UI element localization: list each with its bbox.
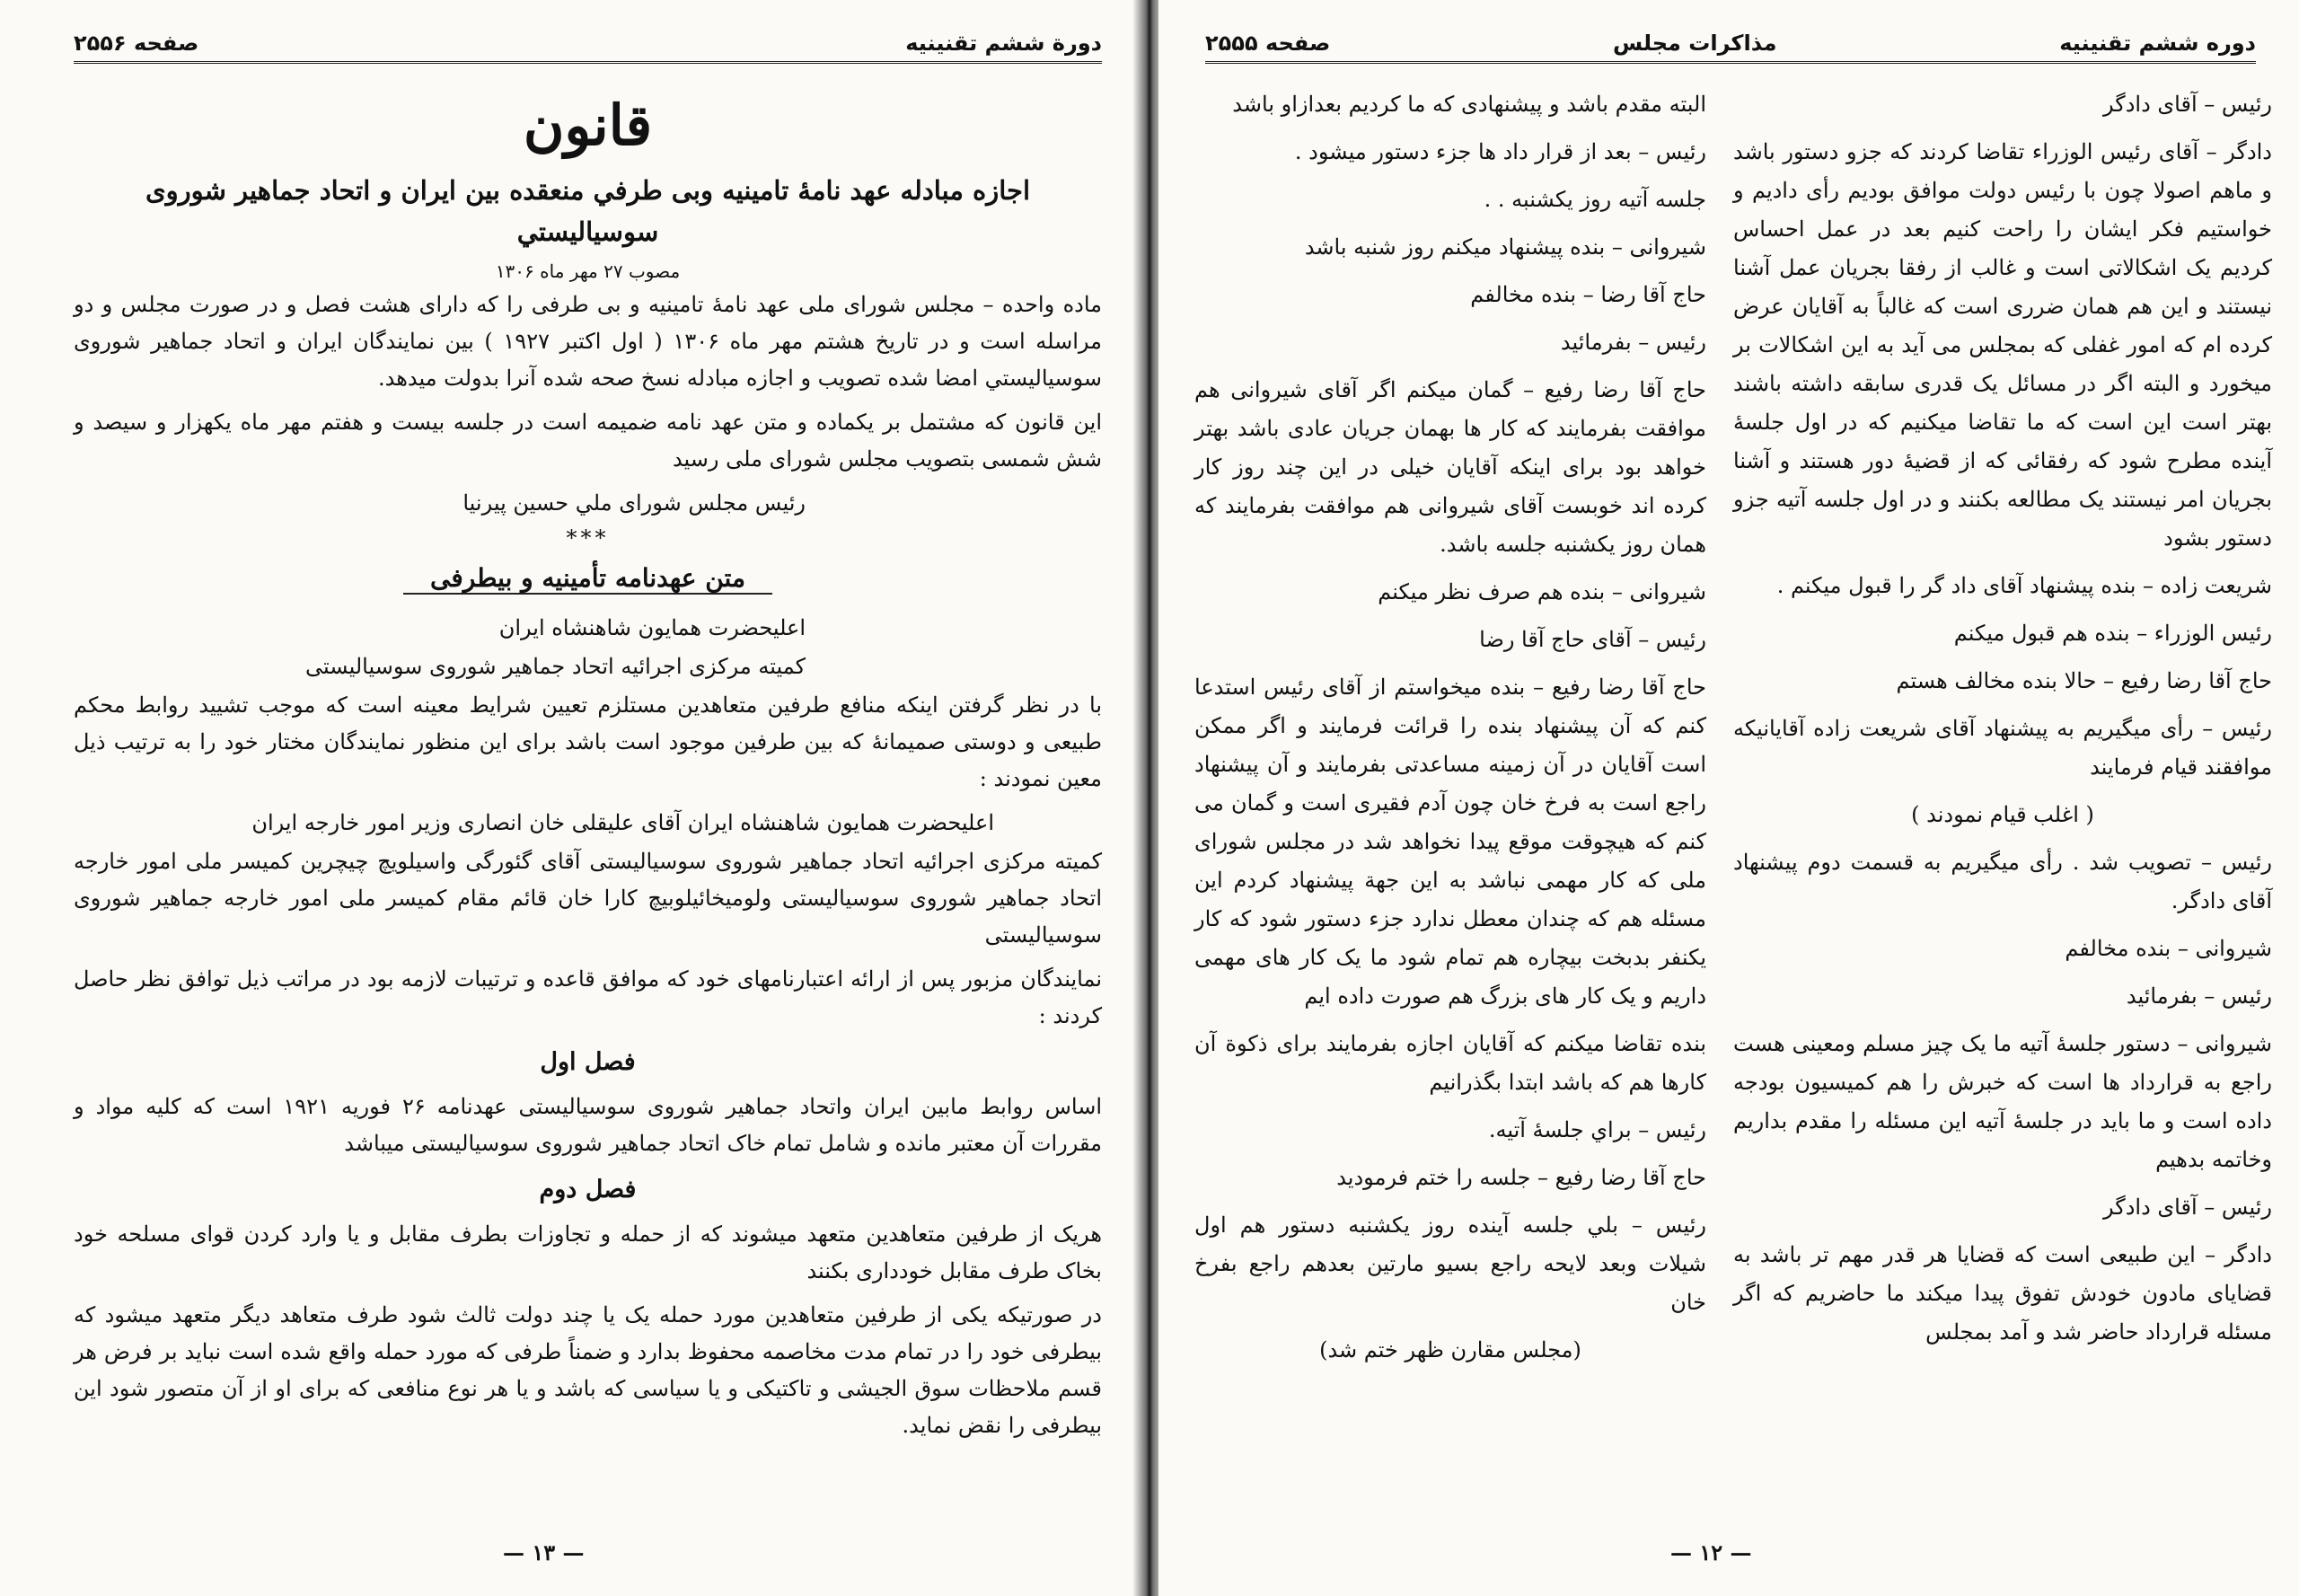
chapter-1-title: فصل اول (540, 1048, 636, 1076)
debate-line: رئیس – براي جلسهٔ آتیه. (1488, 1117, 1706, 1142)
debate-line: رئیس – بلي جلسه آینده روز یکشنبه دستور هم اول شیلات وبعد لایحه راجع بسیو مارتین بعدهم راجع بفرخ خان (1194, 1212, 1706, 1315)
debate-line: رئیس – آقای دادگر (2103, 92, 2272, 117)
law-subtitle: اجازه مبادله عهد نامهٔ تامینیه وبی طرفي منعقده بین ایران و اتحاد جماهیر شوروی سوسیالیستي (145, 175, 1031, 247)
debate-line: جلسه آتیه روز یکشنبه . . (1484, 187, 1706, 212)
debate-line: دادگر – آقای رئیس الوزراء تقاضا کردند که جزو دستور باشد و ماهم اصولا چون با رئیس دولت موافق بودیم رأی دادیم و خواستیم فکر ایشان را راحت کنیم بعد در عمل احساس کردیم یک اشکالاتی است و غالب از رفقا بجریان عمل آشنا نیستند و این هم همان ضرری است که غالباً به آقایان عرض کرده ام که امور غفلی که بمجلس می آید به این اشکالات بر میخورد و البته اگر در مسائل یک قدری سابقه داشته باشند بهتر است این است که ما تقاضا میکنیم که در اول جلسهٔ آینده مطرح شود که رفقائی که از قضیهٔ دور هستند و آشنا بجریان امر نیستند یک مطالعه بکنند و در اول جلسه آتیه جزو دستور بشود (1733, 139, 2272, 551)
debate-line: رئیس الوزراء – بنده هم قبول میکنم (1953, 621, 2272, 646)
debate-line: رئیس – رأی میگیریم به پیشنهاد آقای شریعت زاده آقایانیکه موافقند قیام فرمایند (1733, 716, 2272, 780)
law-signature: رئیس مجلس شورای ملي حسین پیرنیا (462, 490, 806, 516)
law-article: ماده واحده – مجلس شورای ملی عهد نامهٔ تامینیه و بی طرفی را که دارای هشت فصل و در صورت مجلس و دو مراسله است و در تاریخ هشتم مهر ماه ۱۳۰۶ ( اول اکتبر ۱۹۲۷ ) بین نمایندگان ایران و اتحاد جماهیر شوروی سوسیالیستي امضا شده تصویب و اجازه مبادله نسخ صحه شده آنرا بدولت میدهد. (74, 292, 1102, 391)
law-title: قانون (523, 93, 653, 158)
treaty-preamble: با در نظر گرفتن اینکه منافع طرفین متعاهدین مستلزم تعیین شرایط معینه است که موجب تشیید روابط محکم طبیعی و دوستی صمیمانهٔ که بین طرفین موجود است باشد برای این منظور نمایندگان مختار خود را به ترتیب ذیل معین نمودند : (74, 692, 1102, 791)
debate-line: رئیس – بفرمائید (2126, 983, 2272, 1009)
right-page-number: صفحه ۲۵۵۵ (1205, 31, 1331, 56)
law-note: این قانون که مشتمل بر یکماده و متن عهد نامه ضمیمه است در جلسه بیست و هفتم مهر ماه یکهزار و سیصد و شش شمسی بتصویب مجلس شورای ملی رسید (74, 410, 1102, 472)
debate-line: رئیس – آقای دادگر (2103, 1195, 2272, 1220)
law-content (74, 85, 1102, 1451)
left-page-number: صفحه ۲۵۵۶ (74, 31, 199, 56)
left-page-footer-number: — ۱۳ — (503, 1539, 585, 1565)
debate-line: شریعت زاده – بنده پیشنهاد آقای داد گر را قبول میکنم . (1776, 573, 2272, 598)
treaty-title (74, 556, 1102, 601)
right-page-footer-number: — ۱۲ — (1670, 1539, 1752, 1565)
chapter-2-text-b: در صورتیکه یکی از طرفین متعاهدین مورد حمله یک یا چند دولت ثالث شود طرف متعاهد دیگر متعهد میشود که بیطرفی خود را در تمام مدت مخاصمه محفوظ بدارد و ضمناً طرفی که مورد حمله واقع شده است نباید بر فرض هر قسم ملاحظات سوق الجیشی و تاکتیکی و یا سیاسی که باشد و یا هر نوع منافعی که برای او از آن متصور شود این بیطرفی را نقض نماید. (74, 1302, 1102, 1438)
section-separator: *** (566, 525, 610, 551)
debate-line: ( اغلب قیام نمودند ) (1911, 802, 2094, 827)
left-page (0, 0, 1141, 1596)
session-closing-note: (مجلس مقارن ظهر ختم شد) (1319, 1337, 1581, 1362)
debate-line: حاج آقا رضا – بنده مخالفم (1470, 282, 1706, 307)
debate-line: رئیس – آقای حاج آقا رضا (1479, 627, 1706, 652)
treaty-party-1: اعلیحضرت همایون شاهنشاه ایران (498, 615, 806, 640)
left-page-header (74, 25, 1102, 64)
treaty-credentials: نمایندگان مزبور پس از ارائه اعتبارنامهای خود که موافق قاعده و ترتیبات لازمه بود در مراتب ذیل توافق نظر حاصل کردند : (74, 966, 1102, 1028)
chapter-1-text: اساس روابط مابین ایران واتحاد جماهیر شوروی سوسیالیستی عهدنامه ۲۶ فوریه ۱۹۲۱ است که کلیه مواد و مقررات آن معتبر مانده و شامل تمام خاک اتحاد جماهیر شوروی سوسیالیستی میباشد (74, 1094, 1102, 1156)
debate-line: حاج آقا رضا رفیع – گمان میکنم اگر آقای شیروانی هم موافقت بفرمایند که کار ها بهمان جریان عادی باشد بهتر خواهد بود برای اینکه آقایان خیلی در این چند روز کار کرده اند خوبست آقای شیروانی هم موافقت بفرمایند که همان روز یکشنبه جلسه باشد. (1194, 377, 1706, 557)
right-page-running-title: دوره ششم تقنینیه (2059, 31, 2256, 56)
debate-line: رئیس – بفرمائید (1560, 330, 1706, 355)
right-page (1158, 0, 2299, 1596)
debate-line: دادگر – این طبیعی است که قضایا هر قدر مهم تر باشد به قضایای مادون خودش تفوق پیدا میکند ما حاضریم که اگر مسئله قرارداد حاضر شد و آمد بمجلس (1733, 1242, 2272, 1345)
debate-line: شیروانی – بنده مخالفم (2065, 936, 2272, 961)
left-page-running-title: دورة ششم تقنينيه (905, 31, 1102, 56)
treaty-signer-1: اعلیحضرت همایون شاهنشاه ایران آقای علیقلی خان انصاری وزیر امور خارجه ایران (251, 810, 994, 835)
debate-line: شیروانی – بنده هم صرف نظر میکنم (1378, 579, 1706, 604)
debate-column-left (1194, 85, 1706, 1379)
treaty-signer-2: کمیته مرکزی اجرائیه اتحاد جماهیر شوروی سوسیالیستی آقای گئورگی واسیلویچ چیچرین کمیسر ملی امور خارجه اتحاد جماهیر شوروی سوسیالیستی ولومیخائیلوبیچ کارا خان قائم مقام کمیسر ملی امور خارجه جماهیر شوروی سوسیالیستی (74, 849, 1103, 948)
law-approval-date: مصوب ۲۷ مهر ماه ۱۳۰۶ (495, 260, 681, 282)
treaty-title-text: متن عهدنامه تأمینیه و بیطرفی (403, 563, 772, 595)
debate-column-right (1733, 85, 2272, 1361)
chapter-2-title: فصل دوم (539, 1176, 637, 1204)
debate-line: رئیس – بعد از قرار داد ها جزء دستور میشود . (1294, 139, 1706, 164)
debate-line: بنده تقاضا میکنم که آقایان اجازه بفرمایند برای ذکوة آن کارها هم که باشد ابتدا بگذرانیم (1194, 1031, 1706, 1095)
debate-line: البته مقدم باشد و پیشنهادی که ما کردیم بعدازاو باشد (1232, 92, 1706, 117)
chapter-2-text-a: هریک از طرفین متعاهدین متعهد میشوند که از حمله و تجاوزات بطرف مقابل و یا وارد کردن قوای مسلحه خود بخاک طرف مقابل خودداری بکنند (74, 1221, 1102, 1283)
debate-line: رئیس – تصویب شد . رأی میگیریم به قسمت دوم پیشنهاد آقای دادگر. (1733, 850, 2272, 913)
debate-line: حاج آقا رضا رفیع – جلسه را ختم فرمودید (1336, 1165, 1706, 1190)
right-page-header (1205, 25, 2256, 64)
debate-line: حاج آقا رضا رفیع – حالا بنده مخالف هستم (1896, 668, 2272, 693)
debate-line: شیروانی – دستور جلسهٔ آتیه ما یک چیز مسلم ومعینی هست راجع به قرارداد ها است که خبرش را هم کمیسیون بودجه داده است و ما باید در جلسهٔ آتیه این مسئله را مقدم بداریم وخاتمه بدهیم (1733, 1031, 2272, 1172)
debate-line: شیروانی – بنده پیشنهاد میکنم روز شنبه باشد (1304, 234, 1706, 260)
treaty-party-2: کمیته مرکزی اجرائیه اتحاد جماهیر شوروی سوسیالیستی (304, 654, 806, 679)
right-page-center-title: مذاکرات مجلس (1613, 31, 1777, 56)
debate-line: حاج آقا رضا رفیع – بنده میخواستم از آقای رئیس استدعا کنم که آن پیشنهاد بنده را قرائت فرمایند و اگر ممکن است آقایان در آن زمینه مساعدتی بفرمایند و آن پیشنهاد راجع است به فرخ خان چون آدم فقیری است و گمان می کنم که هیچوقت موقع پیدا نخواهد شد در مجلس شورای ملی که کار مهمی نباشد به این جهة پیشنهاد کردم این مسئله هم که چندان معطل ندارد جزء دستور شود که کار یکنفر بدبخت بیچاره هم تمام شود ما یک کار های مهمی داریم و یک کار های بزرگ هم صورت داده ایم (1194, 675, 1706, 1009)
